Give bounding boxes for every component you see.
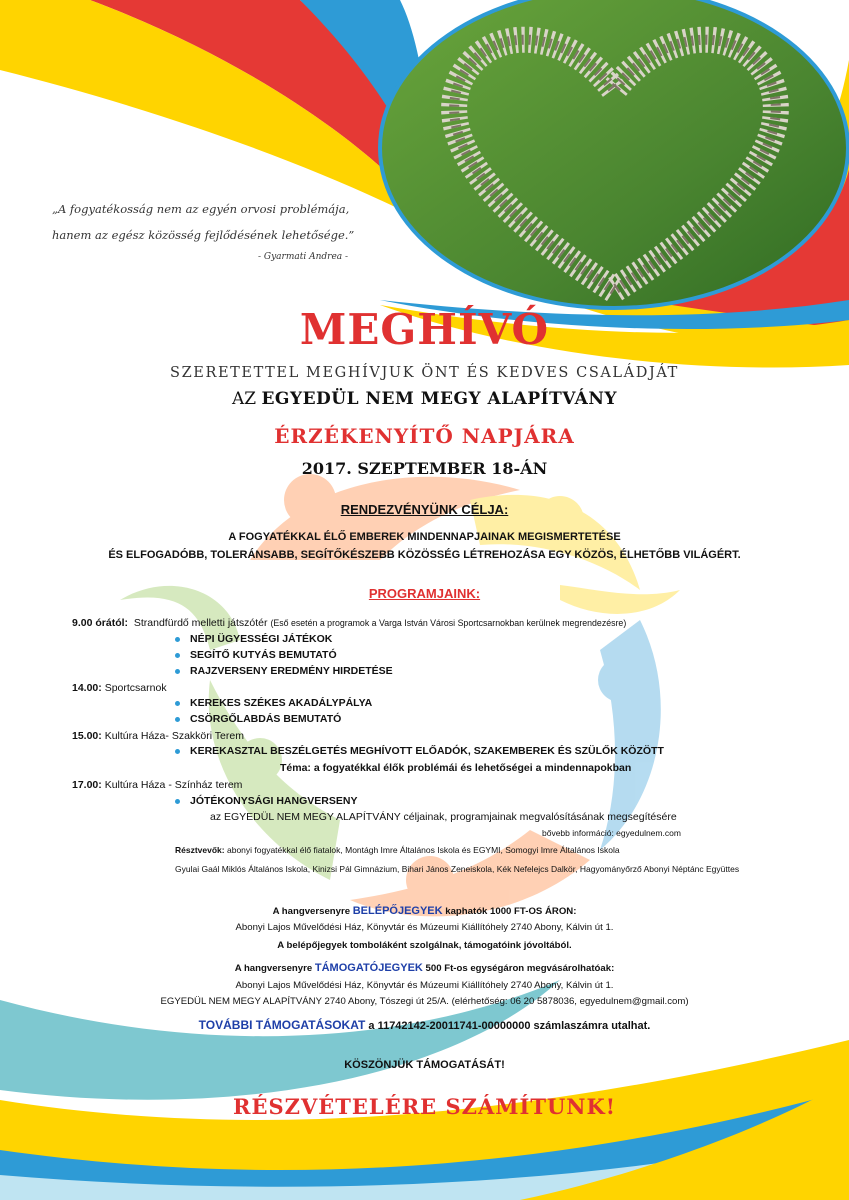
slot-2-time: 14.00:	[72, 682, 102, 694]
list-item: RAJZVERSENY EREDMÉNY HIRDETÉSE	[175, 665, 393, 677]
org-name: EGYEDÜL NEM MEGY ALAPÍTVÁNY	[261, 389, 618, 409]
slot-4-time: 17.00:	[72, 779, 102, 791]
quote-line-2: hanem az egész közösség fejlődésének lehetősége.”	[52, 228, 355, 242]
list-item: KEREKES SZÉKES AKADÁLYPÁLYA	[175, 697, 372, 709]
tickets-raffle: A belépőjegyek tomboláként szolgálnak, támogatóink jóvoltából.	[277, 940, 572, 951]
bullet-icon	[175, 653, 180, 658]
support-highlight: TÁMOGATÓJEGYEK	[314, 962, 423, 974]
event-date: 2017. SZEPTEMBER 18-ÁN	[301, 459, 548, 478]
participants-line-1: Résztvevők: abonyi fogyatékkal élő fiatalok, Montágh Imre Általános Iskola és EGYMI, Somogyi Imre Általános Iskola	[175, 845, 620, 855]
quote-line-1: „A fogyatékosság nem az egyén orvosi problémája,	[52, 202, 350, 216]
foundation-contact: EGYEDÜL NEM MEGY ALAPÍTVÁNY 2740 Abony, Tószegi út 25/A. (elérhetőség: 06 20 5878036, egyedulnem@gmail.com)	[160, 996, 689, 1007]
slot-1-note: (Eső esetén a programok a Varga István Városi Sportcsarnokban kerülnek megrendezésre)	[270, 618, 627, 628]
list-item: NÉPI ÜGYESSÉGI JÁTÉKOK	[175, 633, 332, 645]
invite-subtitle: SZERETETTEL MEGHÍVJUK ÖNT ÉS KEDVES CSALÁDJÁT	[170, 365, 679, 381]
slot-3-place: Kultúra Háza- Szakköri Terem	[104, 730, 244, 742]
thanks-text: KÖSZÖNJÜK TÁMOGATÁSÁT!	[344, 1059, 505, 1071]
slot-1-place: Strandfürdő melletti játszótér	[133, 617, 268, 629]
list-item: SEGÍTŐ KUTYÁS BEMUTATÓ	[175, 649, 337, 661]
slot-1-time: 9.00 órától:	[72, 617, 129, 629]
closing-text: RÉSZVÉTELÉRE SZÁMÍTUNK!	[233, 1094, 616, 1119]
account-line: TOVÁBBI TÁMOGATÁSOKAT a 11742142-20011741-00000000 számlaszámra utalhat.	[198, 1018, 651, 1032]
list-item: KEREKASZTAL BESZÉLGETÉS MEGHÍVOTT ELŐADÓK, SZAKEMBEREK ÉS SZÜLŐK KÖZÖTT	[175, 745, 664, 757]
slot-3-topic: Téma: a fogyatékkal élők problémái és lehetőségei a mindennapokban	[280, 762, 632, 774]
program-slot-2	[72, 682, 167, 694]
goal-line-2: ÉS ELFOGADÓBB, TOLERÁNSABB, SEGÍTŐKÉSZEBB KÖZÖSSÉG LÉTREHOZÁSA EGY KÖZÖS, ÉLHETŐBB VILÁGÉRT.	[108, 549, 741, 561]
more-info: bővebb információ: egyedulnem.com	[542, 828, 681, 838]
program-slot-1	[72, 617, 626, 629]
slot-3-time: 15.00:	[72, 730, 102, 742]
participants-line-2: Gyulai Gaál Miklós Általános Iskola, Kinizsi Pál Gimnázium, Bihari János Zeneiskola, Kék Nefelejcs Dalkör, Hagyományőrző Abonyi Néptánc Együttes	[175, 864, 740, 874]
list-item: CSÖRGŐLABDÁS BEMUTATÓ	[175, 713, 341, 725]
program-slot-4	[72, 779, 242, 791]
tickets-highlight: BELÉPŐJEGYEK	[352, 905, 443, 917]
bullet-icon	[175, 799, 180, 804]
tickets-venue: Abonyi Lajos Művelődési Ház, Könyvtár és Múzeumi Kiállítóhely 2740 Abony, Kálvin út 1.	[235, 922, 614, 933]
organization-line	[0, 389, 849, 409]
org-prefix: AZ	[231, 389, 257, 409]
tickets-heading: A hangversenyre BELÉPŐJEGYEK kaphatók 1000 FT-OS ÁRON:	[272, 905, 577, 917]
quote-author: - Gyarmati Andrea -	[258, 252, 349, 262]
event-name: ÉRZÉKENYÍTŐ NAPJÁRA	[274, 424, 575, 448]
slot-4-place: Kultúra Háza - Színház terem	[104, 779, 243, 791]
bullet-icon	[175, 749, 180, 754]
program-heading: PROGRAMJAINK:	[368, 586, 481, 601]
slot-4-description: az EGYEDÜL NEM MEGY ALAPÍTVÁNY céljainak, programjainak megvalósításának megsegítésére	[210, 811, 677, 823]
goal-heading: RENDEZVÉNYÜNK CÉLJA:	[340, 502, 509, 517]
participants-label: Résztvevők:	[175, 845, 225, 855]
bullet-icon	[175, 637, 180, 642]
support-venue: Abonyi Lajos Művelődési Ház, Könyvtár és Múzeumi Kiállítóhely 2740 Abony, Kálvin út 1.	[235, 980, 614, 991]
page-title: MEGHÍVÓ	[299, 305, 550, 354]
goal-line-1: A FOGYATÉKKAL ÉLŐ EMBEREK MINDENNAPJAINAK MEGISMERTETÉSE	[228, 531, 621, 543]
support-heading: A hangversenyre TÁMOGATÓJEGYEK 500 Ft-os egységáron megvásárolhatóak:	[234, 962, 615, 974]
bullet-icon	[175, 701, 180, 706]
bullet-icon	[175, 717, 180, 722]
bullet-icon	[175, 669, 180, 674]
program-slot-3	[72, 730, 244, 742]
account-highlight: TOVÁBBI TÁMOGATÁSOKAT	[198, 1018, 366, 1032]
list-item: JÓTÉKONYSÁGI HANGVERSENY	[175, 795, 357, 807]
slot-2-place: Sportcsarnok	[104, 682, 167, 694]
